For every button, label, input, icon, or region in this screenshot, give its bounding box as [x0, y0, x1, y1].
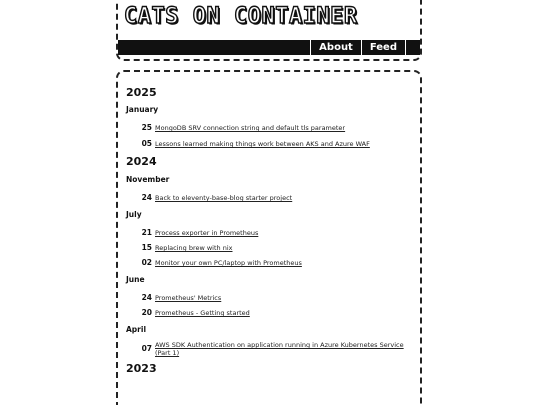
post-item [126, 341, 412, 357]
year-heading: 2025 [126, 86, 157, 99]
post-item [126, 244, 412, 252]
post-day: 02 [141, 258, 152, 267]
post-item [126, 229, 412, 237]
nav-links [310, 40, 406, 55]
post-item [126, 294, 412, 302]
post-day: 25 [141, 123, 152, 132]
month-heading: April [126, 325, 147, 334]
post-day: 24 [141, 193, 152, 202]
archive-list [126, 86, 412, 376]
year-heading: 2023 [126, 362, 157, 375]
post-link[interactable]: Back to eleventy-base-blog starter project [155, 194, 293, 202]
post-link[interactable]: Monitor your own PC/laptop with Prometheus [155, 259, 302, 267]
nav-bar [118, 40, 420, 55]
post-day: 07 [141, 344, 152, 353]
post-item [126, 194, 412, 202]
month-heading: June [126, 275, 145, 284]
site-title[interactable]: CATS ON CONTAINER [124, 4, 358, 29]
post-link[interactable]: Replacing brew with nix [155, 244, 233, 252]
nav-feed-link[interactable]: Feed [361, 40, 406, 55]
post-item [126, 259, 412, 267]
month-heading: July [126, 210, 142, 219]
post-item [126, 124, 412, 132]
post-link[interactable]: Process exporter in Prometheus [155, 229, 259, 237]
site-header [116, 0, 422, 61]
post-day: 05 [141, 139, 152, 148]
post-item [126, 140, 412, 148]
post-day: 20 [141, 308, 152, 317]
month-heading: January [126, 105, 159, 114]
year-heading: 2024 [126, 155, 157, 168]
post-link[interactable]: MongoDB SRV connection string and default tls parameter [155, 124, 346, 132]
archive-card [116, 70, 422, 405]
post-day: 15 [141, 243, 152, 252]
post-link[interactable]: Prometheus' Metrics [155, 294, 222, 302]
nav-about-link[interactable]: About [310, 40, 361, 55]
month-heading: November [126, 175, 170, 184]
post-item [126, 309, 412, 317]
post-day: 24 [141, 293, 152, 302]
post-link[interactable]: AWS SDK Authentication on application running in Azure Kubernetes Service (Part 1) [155, 341, 404, 357]
post-day: 21 [141, 228, 152, 237]
post-link[interactable]: Prometheus - Getting started [155, 309, 250, 317]
post-link[interactable]: Lessons learned making things work between AKS and Azure WAF [155, 140, 370, 148]
